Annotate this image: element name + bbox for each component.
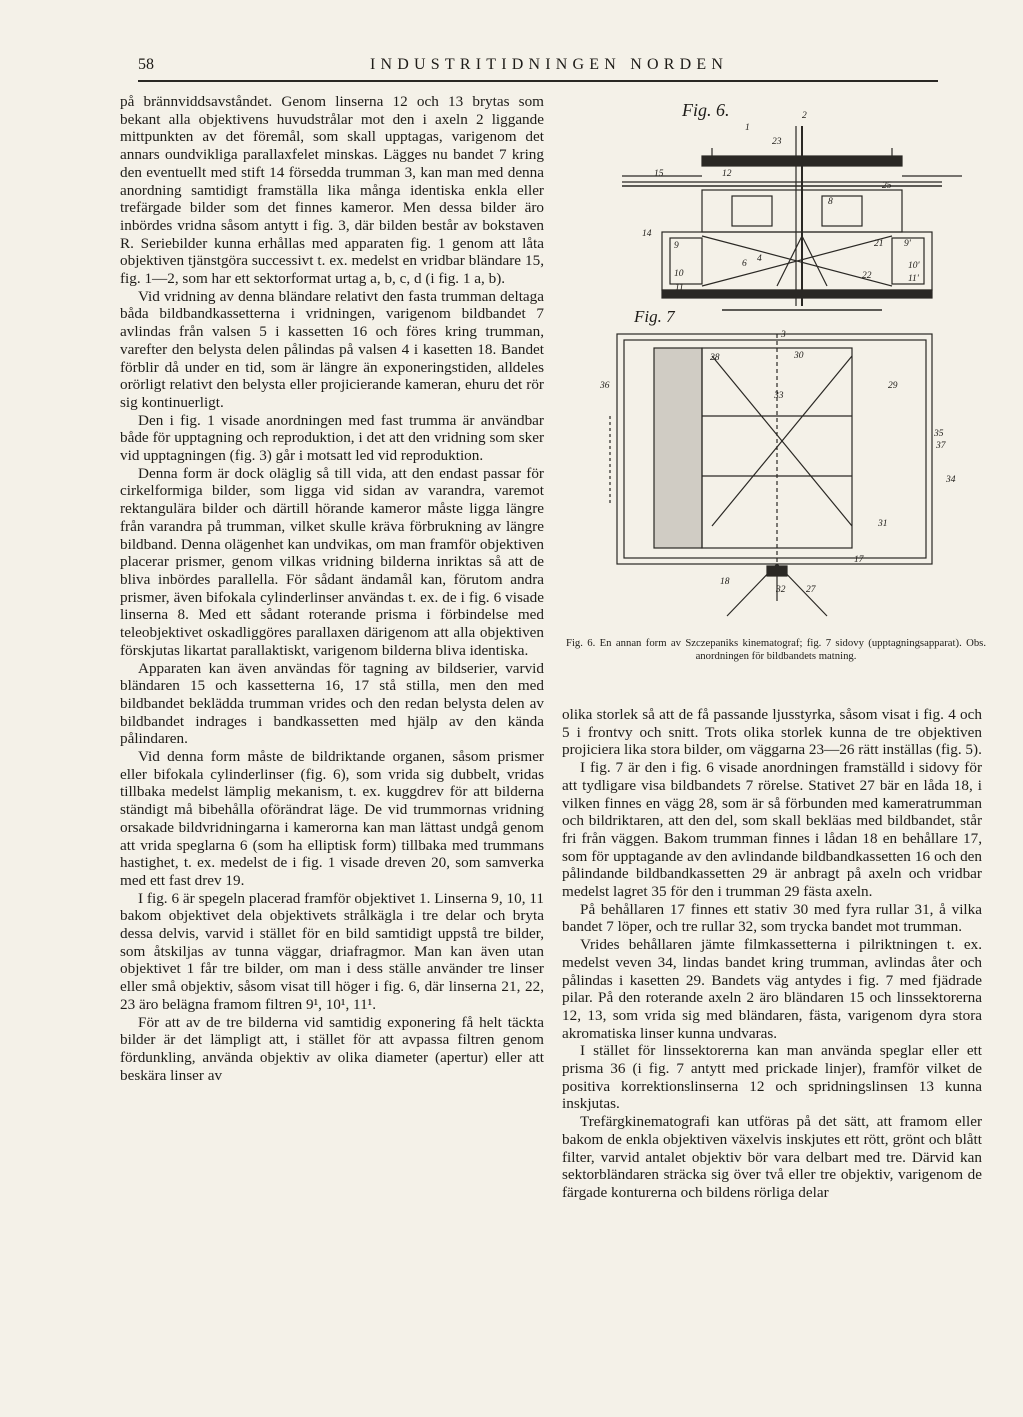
callout-label: 36	[600, 381, 610, 391]
callout-label: 10	[674, 269, 684, 279]
callout-label: 1	[745, 123, 750, 133]
callout-label: 21	[874, 239, 884, 249]
callout-label: 8	[828, 197, 833, 207]
callout-label: 15	[654, 169, 664, 179]
callout-label: 22	[862, 271, 872, 281]
callout-label: 33	[774, 391, 784, 401]
paragraph: På behållaren 17 finnes ett stativ 30 med fyra rullar 31, å vilka bandet 7 löper, och tre rullar 32, som trycka bandet mot trumman.	[562, 900, 982, 936]
callout-label: 2	[802, 111, 807, 121]
journal-title: INDUSTRITIDNINGEN NORDEN	[370, 56, 729, 73]
figure-caption: Fig. 6. En annan form av Szczepaniks kinematograf; fig. 7 sidovy (upptagningsapparat). Obs. anordningen för bildbandets matning.	[566, 637, 986, 662]
callout-label: 35	[934, 429, 944, 439]
callout-label: 11	[675, 283, 684, 293]
callout-label: 6	[742, 259, 747, 269]
callout-label: 4	[757, 254, 762, 264]
paragraph: I stället för linssektorerna kan man använda speglar eller ett prisma 36 (i fig. 7 antytt med prickade linjer), framför vilket de positiva korrektionslinserna 12 och spridningslinsen 13 kunna inskjutas.	[562, 1042, 982, 1113]
paragraph: För att av de tre bilderna vid samtidig exponering få helt täckta bilder är det lämpligt att, i stället för att avpassa filtren genom fördunkling, använda objektiv av olika diameter (apertur) eller att beskära linser av	[120, 1013, 544, 1084]
callout-labels	[599, 111, 956, 595]
paragraph: Vid vridning av denna bländare relativt den fasta trumman deltaga båda bildbandkassetterna i vridningen, varigenom bildbandet 7 avlindas från valsen 5 i kassetten 16 och föres kring trumman, varefter den belysta delen pålindas på valsen 4 i kasetten 18. Bandet förblir då under en tid, som är längre än exponeringstiden, alldeles orörligt relativt den belysta eller projicierande kameran, ehuru det rör sig kontinuerligt.	[120, 287, 544, 411]
paragraph: Vid denna form måste de bildriktande organen, såsom prismer eller bifokala cylinderlinser (fig. 6), som vrida sig dubbelt, vridas tillbaka medelst lämplig mekanism, t. ex. kuggdrev för att bilderna ständigt må bibehålla oförändrat läge. De vid trummornas vridning orsakade bildvridningarna i kamerorna kan man lättast undgå genom att vrida speglarna 6 (som ha elliptisk form) tillbaka med trummans hastighet, t. ex. medelst de i fig. 1 visade dreven 20, som samverka med ett fast drev 19.	[120, 748, 544, 889]
fig7-drawing	[610, 334, 932, 616]
callout-label: 28	[710, 353, 720, 363]
callout-label: 3	[781, 330, 786, 340]
callout-label: 27	[806, 585, 816, 595]
callout-label: 30	[794, 351, 804, 361]
technical-drawing	[562, 96, 987, 636]
callout-label: 10'	[908, 261, 920, 271]
callout-label: 12	[722, 169, 732, 179]
callout-label: 18	[720, 577, 730, 587]
paragraph: Apparaten kan även användas för tagning av bildserier, varvid bländaren 15 och kassetterna 16, 17 stå stilla, men den med bildbandet beklädda trumman vrides och den redan belysta delen av bildbandet indrages i bandkassetten med hjälp av den kända pålindaren.	[120, 659, 544, 748]
paragraph: I fig. 7 är den i fig. 6 visade anordningen framställd i sidovy för att tydligare visa bildbandets 7 rörelse. Stativet 27 bär en låda 18, i vilken finnes en vägg 28, som är så förbunden med kameratrumman och bildriktaren, att den del, som skall bekläas med bildbandet, står fri från väggen. Bakom trumman finnes i lådan 18 en behållare 17, som för upptagande av den avlindande bildbandkassetten 16 och den pålindande bildbandkassetten 29 är anbragt på axeln och vridbar medelst lagret 35 för den i trumman 29 fästa axeln.	[562, 759, 982, 901]
callout-label: 32	[776, 585, 786, 595]
callout-label: 23	[772, 137, 782, 147]
paragraph: på brännviddsavståndet. Genom linserna 12 och 13 brytas som bekant alla objektivens huvudstrålar mot den i axeln 2 liggande mittpunkten av det föremål, som skall upptagas, varigenom det annars oundvikliga parallaxfelet minskas. Lägges nu bandet 7 kring den eventuellt med stift 14 försedda trumman 3, kan man med denna anordning samtidigt framställa lika många identiska enkla eller trefärgade bilder som det finnes kameror. Men dessa bilder äro inbördes vridna såsom antytt i fig. 3, där bilden består av bokstaven R. Seriebilder kunna erhållas med apparaten fig. 1 genom att låta objektiven tjänstgöra successivt t. ex. medelst en vridbar bländare 15, fig. 1—2, som har ett sektorformat urtag a, b, c, d (i fig. 1 a, b).	[120, 93, 544, 288]
fig6-label: Fig. 6.	[682, 100, 730, 120]
callout-label: 29	[888, 381, 898, 391]
left-column	[120, 93, 544, 1084]
right-column	[562, 706, 982, 1202]
paragraph: I fig. 6 är spegeln placerad framför objektivet 1. Linserna 9, 10, 11 bakom objektivet dela objektivets strålkägla i tre delar och bryta dessa delvis, varvid i stället för en bild samtidigt uppstå tre bilder, som åtskiljas av tunna väggar, driafragmor. Man kan även utan objektivet 1 får tre bilder, om man i dess ställe använder tre linser eller små objektiv, såsom visat till höger i fig. 6, där linserna 21, 22, 23 äro belägna framom filtren 9¹, 10¹, 11¹.	[120, 889, 544, 1013]
callout-label: 31	[878, 519, 888, 529]
callout-label: 37	[936, 441, 946, 451]
callout-label: 17	[854, 555, 864, 565]
page-header	[138, 56, 938, 82]
drawing-svg	[562, 96, 987, 636]
paragraph: Den i fig. 1 visade anordningen med fast trumma är användbar både för upptagning och reproduktion, i det att den vridning som sker vid upptagningen (fig. 3) går i motsatt led vid reproduktion.	[120, 411, 544, 465]
callout-label: 9	[674, 241, 679, 251]
paragraph: olika storlek så att de få passande ljusstyrka, såsom visat i fig. 4 och 5 i frontvy och snitt. Trots olika storlek kunna de tre objektiven projiciera lika stora bilder, om väggarna 23—26 rätt inställas (fig. 5).	[562, 706, 982, 759]
paragraph: Vrides behållaren jämte filmkassetterna i pilriktningen t. ex. medelst veven 34, lindas bandet kring trumman, avlindas åter och pålindas i kasetten 29. Bandets väg antydes i fig. 7 med fjädrade pilar. På den roterande axeln 2 äro bländaren 15 och linssektorerna 12, 13, som vrida sig med bländaren, fästa, varigenom dyra stora akromatiska linser kunna undvaras.	[562, 936, 982, 1042]
callout-label: 11'	[908, 274, 919, 284]
callout-label: 34	[946, 475, 956, 485]
paragraph: Trefärgkinematografi kan utföras på det sätt, att framom eller bakom de enkla objektiven växelvis inskjutes ett rött, grönt och blått filter, varvid antalet objektiv bör vara delbart med tre. Därvid kan sektorbländaren sträcka sig över två eller tre objektiv, varigenom de färgade konturerna och bildens rörliga delar	[562, 1113, 982, 1201]
page-number: 58	[138, 56, 154, 73]
callout-label: 9'	[904, 239, 911, 249]
callout-label: 14	[642, 229, 652, 239]
callout-label: 25	[882, 181, 892, 191]
fig7-label: Fig. 7	[634, 307, 675, 326]
paragraph: Denna form är dock oläglig så till vida, att den endast passar för cirkelformiga bilder, som ligga vid sidan av varandra, varemot rektangulära bilder och därtill hörande kameror måste ligga längre från varandra på trumman, vilket skulle kräva förbrukning av längre bildband. Denna olägenhet kan undvikas, om man framför objektiven placerar prismer, genom vilkas vridning bilderna inriktas så att de bliva inbördes parallella. För sådant ändamål kan, förutom andra prismer, även bifokala cylinderlinser användas t. ex. de i fig. 6 visade linserna 8. Med ett sådant roterande prisma i förbindelse med teleobjektivet oskadliggöres parallaxen därigenom att alla objektiven förskjutas likartat parallaktiskt, varigenom bilderna bliva identiska.	[120, 464, 544, 659]
header-rule	[138, 80, 938, 82]
